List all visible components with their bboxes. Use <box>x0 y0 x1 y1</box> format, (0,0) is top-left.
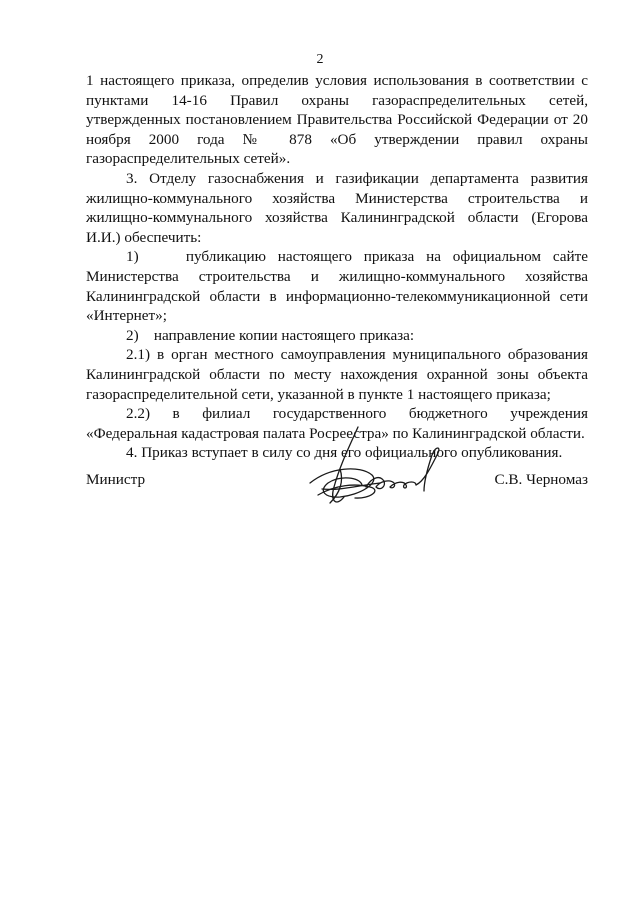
page-number: 2 <box>316 52 324 67</box>
paragraph-subitem-2-1: 2.1) в орган местного самоуправления муниципального образования Калининградской области по месту нахождения охранной зоны объекта газораспределительной сети, указанной в пункте 1 настоящего приказа; <box>86 346 588 403</box>
signatory-title: Министр <box>86 471 146 488</box>
paragraph-item-3: 3. Отделу газоснабжения и газификации департамента развития жилищно-коммунального хозяйства Министерства строительства и жилищно-коммунального хозяйства Калининградской области (Егорова И.И.) обеспечить: <box>86 169 588 246</box>
paragraph-item-4: 4. Приказ вступает в силу со дня его официального опубликования. <box>126 444 563 462</box>
paragraph-item-1-continuation: 1 настоящего приказа, определив условия использования в соответствии с пунктами 14-16 Правил охраны газораспределительных сетей, утвержденных постановлением Правительства Российской Федерации от 20 ноября 2000 года № 878 «Об утверждении правил охраны газораспределительных сетей». <box>86 72 588 168</box>
paragraph-subitem-2-2: 2.2) в филиал государственного бюджетного учреждения «Федеральная кадастровая палата Росреестра» по Калининградской области. <box>86 405 588 442</box>
paragraph-subitem-1: 1) публикацию настоящего приказа на официальном сайте Министерства строительства и жилищно-коммунального хозяйства Калининградской области в информационно-телекоммуникационной сети «Интернет»; <box>86 248 588 325</box>
document-body <box>86 71 588 463</box>
paragraph-subitem-2: 2) направление копии настоящего приказа: <box>126 326 415 344</box>
signature-block <box>86 470 588 490</box>
signatory-name: С.В. Черномаз <box>494 471 588 488</box>
